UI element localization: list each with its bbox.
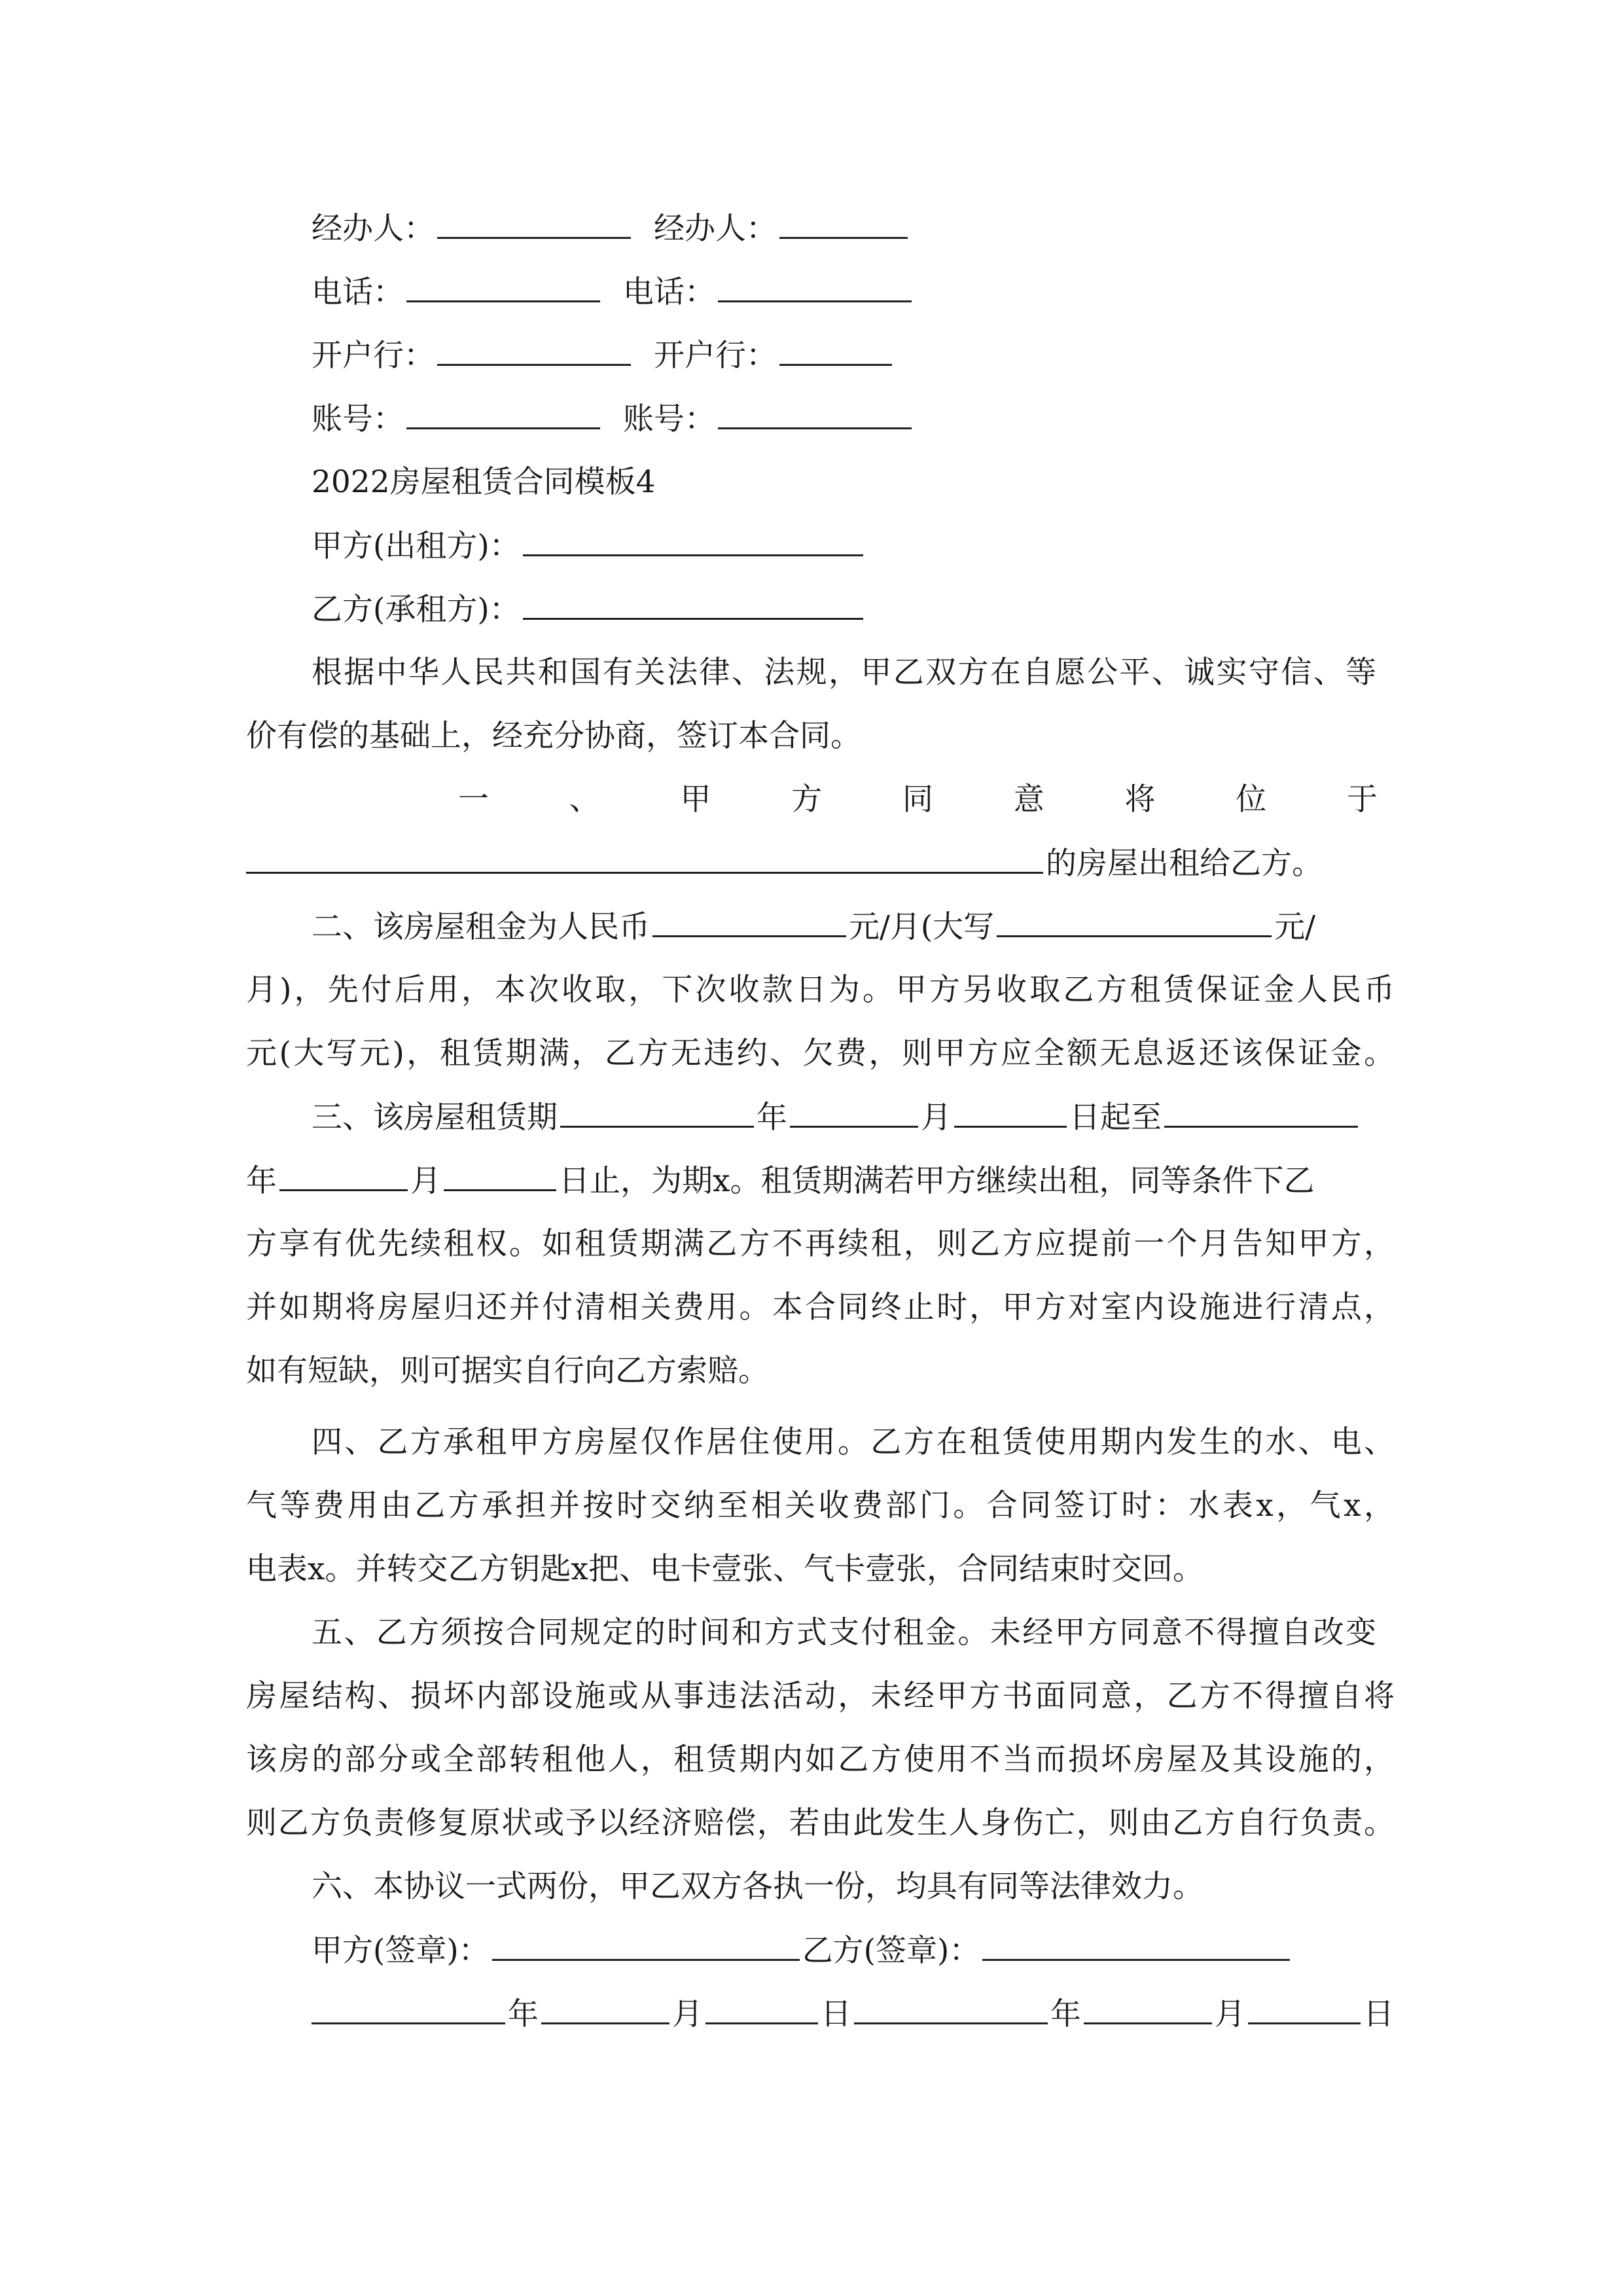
clause3-line2-rest: 日止，为期x。租赁期满若甲方继续出租，同等条件下乙 — [559, 1163, 1315, 1199]
clause4-line-2: 气等费用由乙方承担并按时交纳至相关收费部门。合同签订时：水表x，气x， — [246, 1488, 1395, 1524]
date-b-year: 年 — [1050, 1996, 1081, 2032]
clause1-char-5: 意 — [1013, 781, 1044, 817]
clause3-line-4: 并如期将房屋归还并付清相关费用。本合同终止时，甲方对室内设施进行清点， — [246, 1289, 1395, 1325]
clause1-line-1 — [458, 777, 1378, 823]
clause2-line-1 — [312, 904, 1460, 950]
clause5-line-2: 房屋结构、损坏内部设施或从事违法活动，未经甲方书面同意，乙方不得擅自将 — [246, 1678, 1395, 1714]
party-a-blank — [523, 523, 863, 556]
date-b-month: 月 — [1215, 1996, 1245, 2032]
bank-blank-left — [437, 332, 631, 366]
signature-a-blank — [492, 1928, 800, 1961]
clause2-rent-words-blank — [997, 904, 1272, 937]
account-label-left: 账号： — [312, 401, 404, 437]
clause1-char-2: 甲 — [680, 781, 711, 817]
phone-blank-right — [718, 269, 912, 302]
bank-label-right: 开户行： — [653, 338, 777, 374]
clause5-line-4: 则乙方负责修复原状或予以经济赔偿，若由此发生人身伤亡，则由乙方自行负责。 — [246, 1805, 1395, 1841]
clause1-char-3: 方 — [791, 781, 823, 817]
party-a-label: 甲方(出租方)： — [312, 528, 520, 564]
clause1-char-1: 、 — [569, 781, 600, 817]
clause6-line: 六、本协议一式两份，甲乙双方各执一份，均具有同等法律效力。 — [312, 1869, 1204, 1905]
document-title: 2022房屋租赁合同模板4 — [312, 464, 656, 500]
clause3-line-3: 方享有优先续租权。如租赁期满乙方不再续租，则乙方应提前一个月告知甲方， — [246, 1226, 1395, 1262]
clause1-char-8: 于 — [1347, 781, 1378, 817]
clause2-p1: 二、该房屋租金为人民币 — [312, 909, 650, 945]
clause1-char-7: 位 — [1236, 781, 1267, 817]
signature-b-blank — [982, 1928, 1290, 1961]
date-a-day-blank — [705, 1991, 818, 2024]
clause1-line-2 — [246, 840, 1395, 886]
clause2-line-3: 元(大写元)，租赁期满，乙方无违约、欠费，则甲方应全额无息返还该保证金。 — [246, 1035, 1395, 1071]
clause3-month: 月 — [921, 1100, 952, 1136]
agent-label-left: 经办人： — [312, 211, 435, 247]
account-blank-right — [718, 396, 912, 429]
clause1-char-0: 一 — [458, 781, 489, 817]
phone-label-left: 电话： — [312, 274, 404, 310]
account-label-right: 账号： — [622, 401, 715, 437]
date-b-year-blank — [854, 1991, 1048, 2024]
date-b-day-blank — [1248, 1991, 1361, 2024]
clause3-start-year-blank — [560, 1094, 754, 1128]
signature-b-label: 乙方(签章)： — [802, 1933, 980, 1969]
clause3-line-2 — [246, 1158, 1395, 1204]
date-a-month: 月 — [672, 1996, 703, 2032]
account-line — [312, 396, 1460, 442]
clause4-line-3: 电表x。并转交乙方钥匙x把、电卡壹张、气卡壹张，合同结束时交回。 — [246, 1551, 1204, 1587]
date-a-year-blank — [312, 1991, 505, 2024]
clause3-day-from: 日起至 — [1069, 1100, 1162, 1136]
clause3-end-month-blank — [279, 1158, 408, 1191]
signature-a-label: 甲方(签章)： — [312, 1933, 490, 1969]
clause3-line-5: 如有短缺，则可据实自行向乙方索赔。 — [246, 1353, 769, 1389]
bank-label-left: 开户行： — [312, 338, 435, 374]
party-b-label: 乙方(承租方)： — [312, 592, 520, 628]
agent-line — [312, 206, 1460, 251]
clause3-end-day-blank — [444, 1158, 556, 1191]
clause1-char-4: 同 — [902, 781, 933, 817]
clause5-line-3: 该房的部分或全部转租他人，租赁期内如乙方使用不当而损坏房屋及其设施的， — [246, 1742, 1395, 1778]
agent-blank-right — [779, 206, 908, 239]
clause4-line-1: 四、乙方承租甲方房屋仅作居住使用。乙方在租赁使用期内发生的水、电、 — [312, 1424, 1395, 1460]
clause3-end-year-blank — [1164, 1094, 1358, 1128]
clause3-line2-year: 年 — [246, 1163, 277, 1199]
clause3-year: 年 — [757, 1100, 787, 1136]
clause3-start-day-blank — [954, 1094, 1067, 1128]
phone-blank-left — [406, 269, 600, 302]
bank-line — [312, 332, 1460, 378]
agent-label-right: 经办人： — [653, 211, 777, 247]
party-b-line — [312, 586, 1460, 632]
date-a-month-blank — [541, 1991, 669, 2024]
clause3-start-month-blank — [790, 1094, 918, 1128]
date-b-month-blank — [1084, 1991, 1212, 2024]
bank-blank-right — [779, 332, 892, 366]
party-a-line — [312, 523, 1460, 569]
clause1-tail: 的房屋出租给乙方。 — [1046, 846, 1323, 882]
clause2-p3: 元/ — [1274, 909, 1316, 945]
phone-label-right: 电话： — [622, 274, 715, 310]
date-b-day: 日 — [1363, 1996, 1394, 2032]
clause1-address-blank — [246, 840, 1043, 874]
agent-blank-left — [437, 206, 631, 239]
party-b-blank — [523, 586, 863, 620]
account-blank-left — [406, 396, 600, 429]
clause3-line-1 — [312, 1094, 1460, 1140]
clause1-char-6: 将 — [1124, 781, 1156, 817]
clause3-p1: 三、该房屋租赁期 — [312, 1100, 558, 1136]
clause2-rent-blank — [652, 904, 846, 937]
signature-line — [312, 1928, 1460, 1973]
clause2-p2: 元/月(大写 — [849, 909, 995, 945]
phone-line — [312, 269, 1460, 315]
date-a-day: 日 — [821, 1996, 851, 2032]
intro-line-1: 根据中华人民共和国有关法律、法规，甲乙双方在自愿公平、诚实守信、等 — [312, 655, 1376, 691]
intro-line-2: 价有偿的基础上，经充分协商，签订本合同。 — [246, 718, 861, 754]
clause2-line-2: 月)，先付后用，本次收取，下次收款日为。甲方另收取乙方租赁保证金人民币 — [246, 972, 1395, 1008]
clause3-line2-month: 月 — [410, 1163, 441, 1199]
date-a-year: 年 — [508, 1996, 539, 2032]
clause5-line-1: 五、乙方须按合同规定的时间和方式支付租金。未经甲方同意不得擅自改变 — [312, 1615, 1376, 1651]
date-line — [312, 1991, 1460, 2037]
